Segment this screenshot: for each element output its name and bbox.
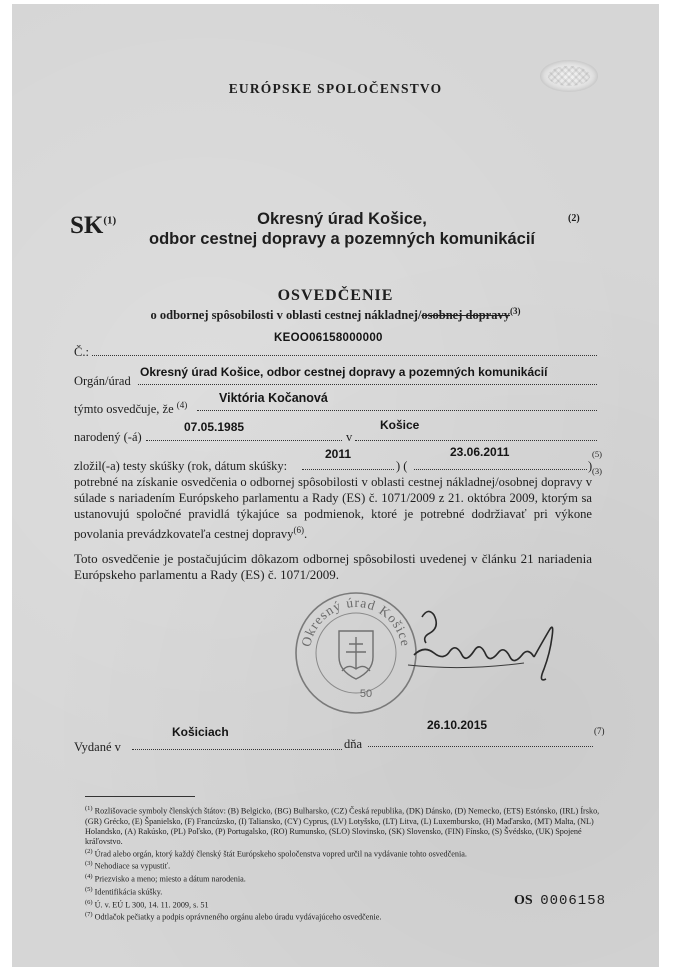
- exam-close: ): [588, 459, 593, 473]
- footnote-2: $^{(2)}$ Úrad alebo orgán, ktorý každý členský štát Európskeho spoločenstva vopred určil na vydávanie tohto osvedčenia.: [85, 847, 467, 859]
- issued-date-dotted-line: [368, 746, 593, 747]
- certificate-number: KEOO06158000000: [274, 332, 383, 344]
- born-place-dotted-line: [355, 440, 597, 441]
- exam-date-dotted-line: [414, 469, 587, 470]
- born-label: narodený (-á): [74, 430, 142, 444]
- exam-year-dotted-line: [302, 469, 394, 470]
- authority-note: (2): [568, 213, 580, 224]
- exam-separator: ) (: [396, 459, 408, 473]
- body-paragraph-1-text: potrebné na získanie osvedčenia o odbornej spôsobilosti v oblasti cestnej nákladnej/osobnej dopravy v súlade s nariadením Európskeho parlamentu a Rady (ES) č. 1071/2009 z 21. októbra 2009, ktorým sa ustanovujú spoločné pravidlá týkajúce sa podmienok, ktoré je potrebné dodržiavať pri výkone povolania prevádzkovateľa cestnej dopravy: [74, 475, 592, 542]
- exam-note: (5): [592, 449, 602, 459]
- certify-note: (4): [176, 400, 188, 410]
- organ-label: Orgán/úrad: [74, 374, 131, 388]
- subtitle-note: (3): [509, 306, 521, 316]
- issued-label: Vydané v: [74, 740, 121, 754]
- authority-line-2: odbor cestnej dopravy a pozemných komunikácií: [148, 230, 536, 248]
- body-paragraph-1-note: (6): [293, 525, 304, 535]
- serial-prefix: OS: [514, 893, 533, 908]
- born-in-label: v: [346, 430, 353, 444]
- certificate-page: [12, 4, 659, 967]
- body-paragraph-2: Toto osvedčenie je postačujúcim dôkazom odbornej spôsobilosti uvedenej v článku 21 nariadenia Európskeho parlamentu a Rady (ES) č. 1071/2009.: [74, 551, 592, 582]
- born-date-dotted-line: [146, 440, 342, 441]
- issuing-authority: [122, 209, 562, 249]
- country-code-text: SK: [70, 212, 104, 239]
- community-heading: EURÓPSKE SPOLOČENSTVO: [228, 81, 443, 96]
- footnote-separator: [85, 796, 195, 797]
- issued-date-label: dňa: [344, 737, 363, 751]
- birth-date: 07.05.1985: [184, 420, 245, 434]
- country-code: [70, 212, 116, 240]
- issued-note: (7): [594, 726, 605, 736]
- serial-number: [514, 893, 606, 909]
- subtitle-struck: osobnej dopravy: [421, 308, 510, 323]
- number-label: Č.:: [74, 345, 89, 359]
- subtitle-prefix: o odbornej spôsobilosti v oblasti cestnej nákladnej/: [150, 308, 422, 323]
- certify-text: týmto osvedčuje, že: [74, 402, 174, 417]
- issued-place-dotted-line: [132, 749, 342, 750]
- organ-dotted-line: [138, 384, 597, 385]
- serial-digits: 0006158: [540, 893, 606, 909]
- holder-name: Viktória Kočanová: [219, 391, 328, 405]
- footnote-5: $^{(5)}$ Identifikácia skúšky.: [85, 885, 163, 897]
- certificate-subtitle: [12, 306, 659, 323]
- stamp-number: 50: [359, 688, 373, 700]
- issued-place: Košiciach: [172, 725, 229, 739]
- country-code-note: (1): [103, 214, 117, 227]
- footnote-3: $^{(3)}$ Nehodiace sa vypustiť.: [85, 860, 171, 872]
- birth-place: Košice: [380, 418, 420, 432]
- footnote-7: $^{(7)}$ Odtlačok pečiatky a podpis oprávneného orgánu alebo úradu vydávajúceho osvedčenie.: [85, 911, 382, 923]
- issued-date: 26.10.2015: [427, 718, 488, 732]
- certificate-title: OSVEDČENIE: [277, 287, 394, 304]
- authority-line-1: Okresný úrad Košice,: [257, 210, 427, 228]
- coat-of-arms-icon: [339, 631, 373, 679]
- footnote-4: $^{(4)}$ Priezvisko a meno; miesto a dátum narodenia.: [85, 873, 246, 884]
- exam-year: 2011: [325, 447, 352, 461]
- official-stamp: [292, 589, 420, 717]
- stamp-text: Okresný úrad Košice: [298, 594, 414, 649]
- number-dotted-line: [92, 355, 597, 356]
- footnote-6: $^{(6)}$ Ú. v. EÚ L 300, 14. 11. 2009, s. 51: [85, 898, 209, 910]
- signature: [404, 599, 579, 694]
- holder-dotted-line: [197, 410, 597, 411]
- certify-label: [74, 400, 187, 417]
- footnote-1: $^{(1)}$ Rozlišovacie symboly členských štátov: (B) Belgicko, (BG) Bulharsko, (CZ) Česká republika, (DK) Dánsko, (D) Nemecko, (ETS) Estónsko, (IRL) Írsko, (GR) Grécko, (E) Španielsko, (F) Francúzsko, (I) Taliansko, (CY) Cyprus, (LV) Lotyšsko, (LT) Litva, (L) Luxembursko, (H) Maďarsko, (MT) Malta, (NL) Holandsko, (A) Rakúsko, (PL) Poľsko, (P) Portugalsko, (RO) Rumunsko, (SLO) Slovinsko, (SK) Slovensko, (FIN) Fínsko, (S) Švédsko, (UK) Spojené kráľovstvo.: [85, 805, 600, 846]
- exam-date: 23.06.2011: [450, 445, 510, 459]
- exam-note-3: (3): [592, 466, 602, 476]
- organ-value: Okresný úrad Košice, odbor cestnej dopravy a pozemných komunikácií: [140, 365, 548, 379]
- exam-label: zložil(-a) testy skúšky (rok, dátum skúšky:: [74, 459, 288, 473]
- body-paragraph-1: potrebné na získanie osvedčenia o odbornej spôsobilosti v oblasti cestnej nákladnej/osobnej dopravy v súlade s nariadením Európskeho parlamentu a Rady (ES) č. 1071/2009 z 21. októbra 2009, ktorým sa ustanovujú spoločné pravidlá týkajúce sa podmienok, ktoré je potrebné dodržiavať pri výkone povolania prevádzkovateľa cestnej dopravy$^{(6)}$.: [74, 475, 592, 542]
